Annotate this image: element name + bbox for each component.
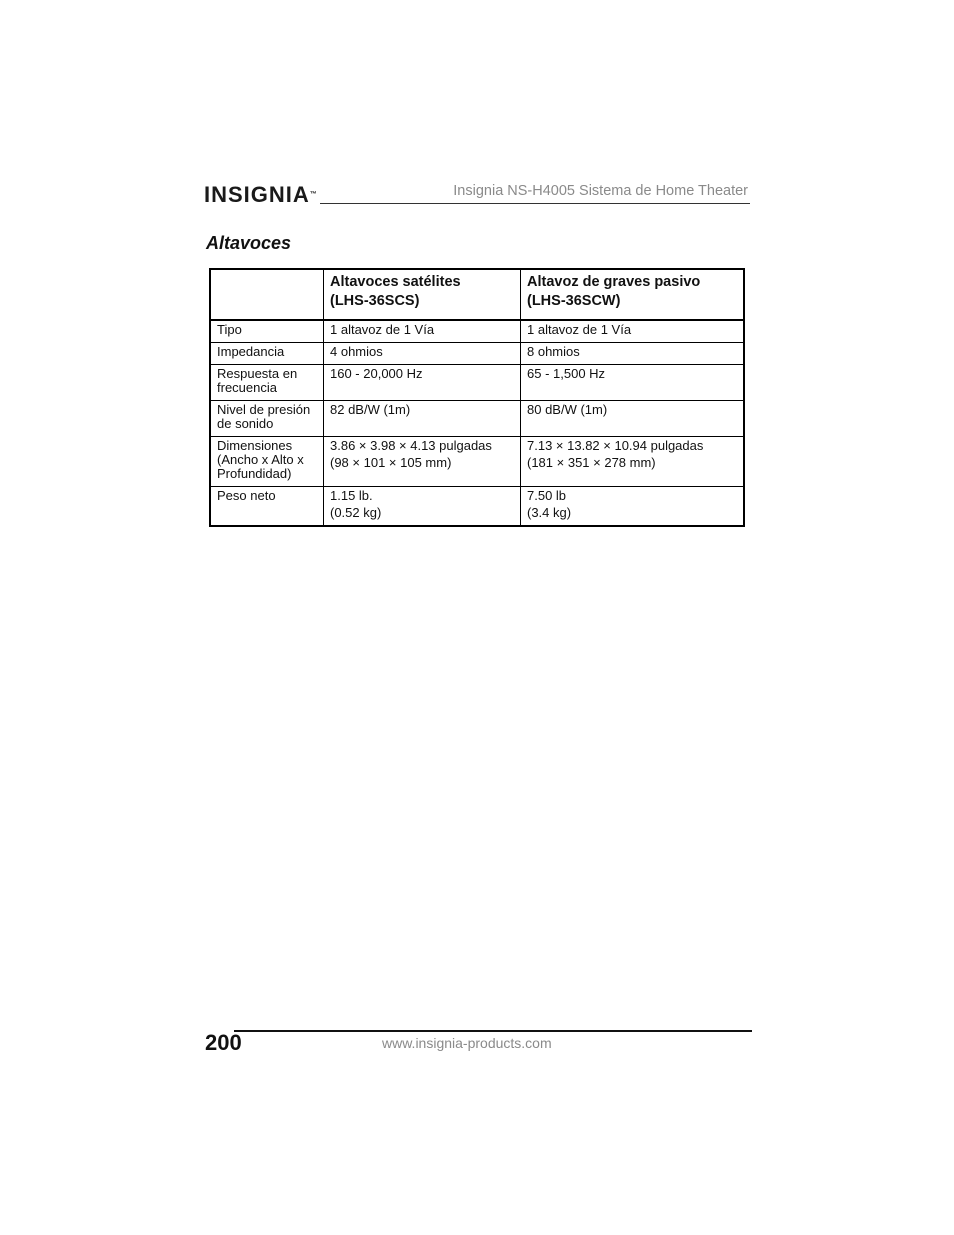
cell-text: 4 ohmios <box>330 344 383 359</box>
cell-text: Dimensiones <box>217 438 293 453</box>
cell-satellites <box>324 437 521 487</box>
cell-text: Impedancia <box>217 344 285 359</box>
cell-text: Nivel de presión <box>217 402 311 417</box>
cell-satellites <box>324 343 521 365</box>
cell-text: 8 ohmios <box>527 344 580 359</box>
page-number: 200 <box>205 1030 242 1055</box>
cell-text: 1.15 lb. <box>330 488 373 503</box>
cell-text: Peso neto <box>217 488 276 503</box>
cell-subwoofer <box>521 401 745 437</box>
cell-text: 80 dB/W (1m) <box>527 402 608 417</box>
cell-text: Respuesta en <box>217 366 298 381</box>
brand-wordmark: INSIGNIA <box>204 182 310 207</box>
cell-subwoofer <box>521 343 745 365</box>
header-title: Insignia NS-H4005 Sistema de Home Theater <box>453 183 748 199</box>
header-line: Altavoces satélites <box>330 274 461 290</box>
table-row <box>210 437 744 487</box>
cell-subwoofer <box>521 437 745 487</box>
table-row <box>210 365 744 401</box>
cell-text: (3.4 kg) <box>527 505 572 520</box>
cell-text: 7.50 lb <box>527 488 567 503</box>
footer-url: www.insignia-products.com <box>382 1035 552 1051</box>
cell-text: Tipo <box>217 322 242 337</box>
section-title: Altavoces <box>206 233 292 253</box>
cell-text: (0.52 kg) <box>330 505 382 520</box>
row-label <box>210 437 324 487</box>
cell-satellites <box>324 320 521 343</box>
cell-text: (181 × 351 × 278 mm) <box>527 455 656 470</box>
table-row <box>210 320 744 343</box>
cell-text: 82 dB/W (1m) <box>330 402 411 417</box>
cell-text: 65 - 1,500 Hz <box>527 366 606 381</box>
table-row <box>210 343 744 365</box>
cell-text: 1 altavoz de 1 Vía <box>330 322 435 337</box>
header-line: (LHS-36SCS) <box>330 293 420 309</box>
cell-text: frecuencia <box>217 380 277 395</box>
cell-text: (Ancho x Alto x <box>217 452 304 467</box>
header-rule <box>320 203 750 204</box>
specs-table <box>209 268 745 527</box>
cell-text: 7.13 × 13.82 × 10.94 pulgadas <box>527 438 704 453</box>
header-cell-subwoofer <box>521 269 745 320</box>
header-line: Altavoz de graves pasivo <box>527 274 701 290</box>
cell-text: Profundidad) <box>217 466 292 481</box>
cell-satellites <box>324 401 521 437</box>
cell-satellites <box>324 487 521 527</box>
table-row <box>210 401 744 437</box>
row-label <box>210 401 324 437</box>
table-header-row <box>210 269 744 320</box>
cell-text: de sonido <box>217 416 274 431</box>
row-label <box>210 487 324 527</box>
cell-text: (98 × 101 × 105 mm) <box>330 455 452 470</box>
header-line: (LHS-36SCW) <box>527 293 621 309</box>
trademark-mark: ™ <box>309 191 317 198</box>
row-label <box>210 365 324 401</box>
cell-subwoofer <box>521 487 745 527</box>
cell-text: 1 altavoz de 1 Vía <box>527 322 632 337</box>
header-cell-empty <box>210 269 324 320</box>
cell-subwoofer <box>521 320 745 343</box>
row-label <box>210 343 324 365</box>
row-label <box>210 320 324 343</box>
footer-rule <box>234 1030 752 1032</box>
cell-subwoofer <box>521 365 745 401</box>
cell-satellites <box>324 365 521 401</box>
table-row <box>210 487 744 527</box>
cell-text: 3.86 × 3.98 × 4.13 pulgadas <box>330 438 492 453</box>
cell-text: 160 - 20,000 Hz <box>330 366 423 381</box>
header-cell-satellites <box>324 269 521 320</box>
brand-logo <box>204 180 317 210</box>
